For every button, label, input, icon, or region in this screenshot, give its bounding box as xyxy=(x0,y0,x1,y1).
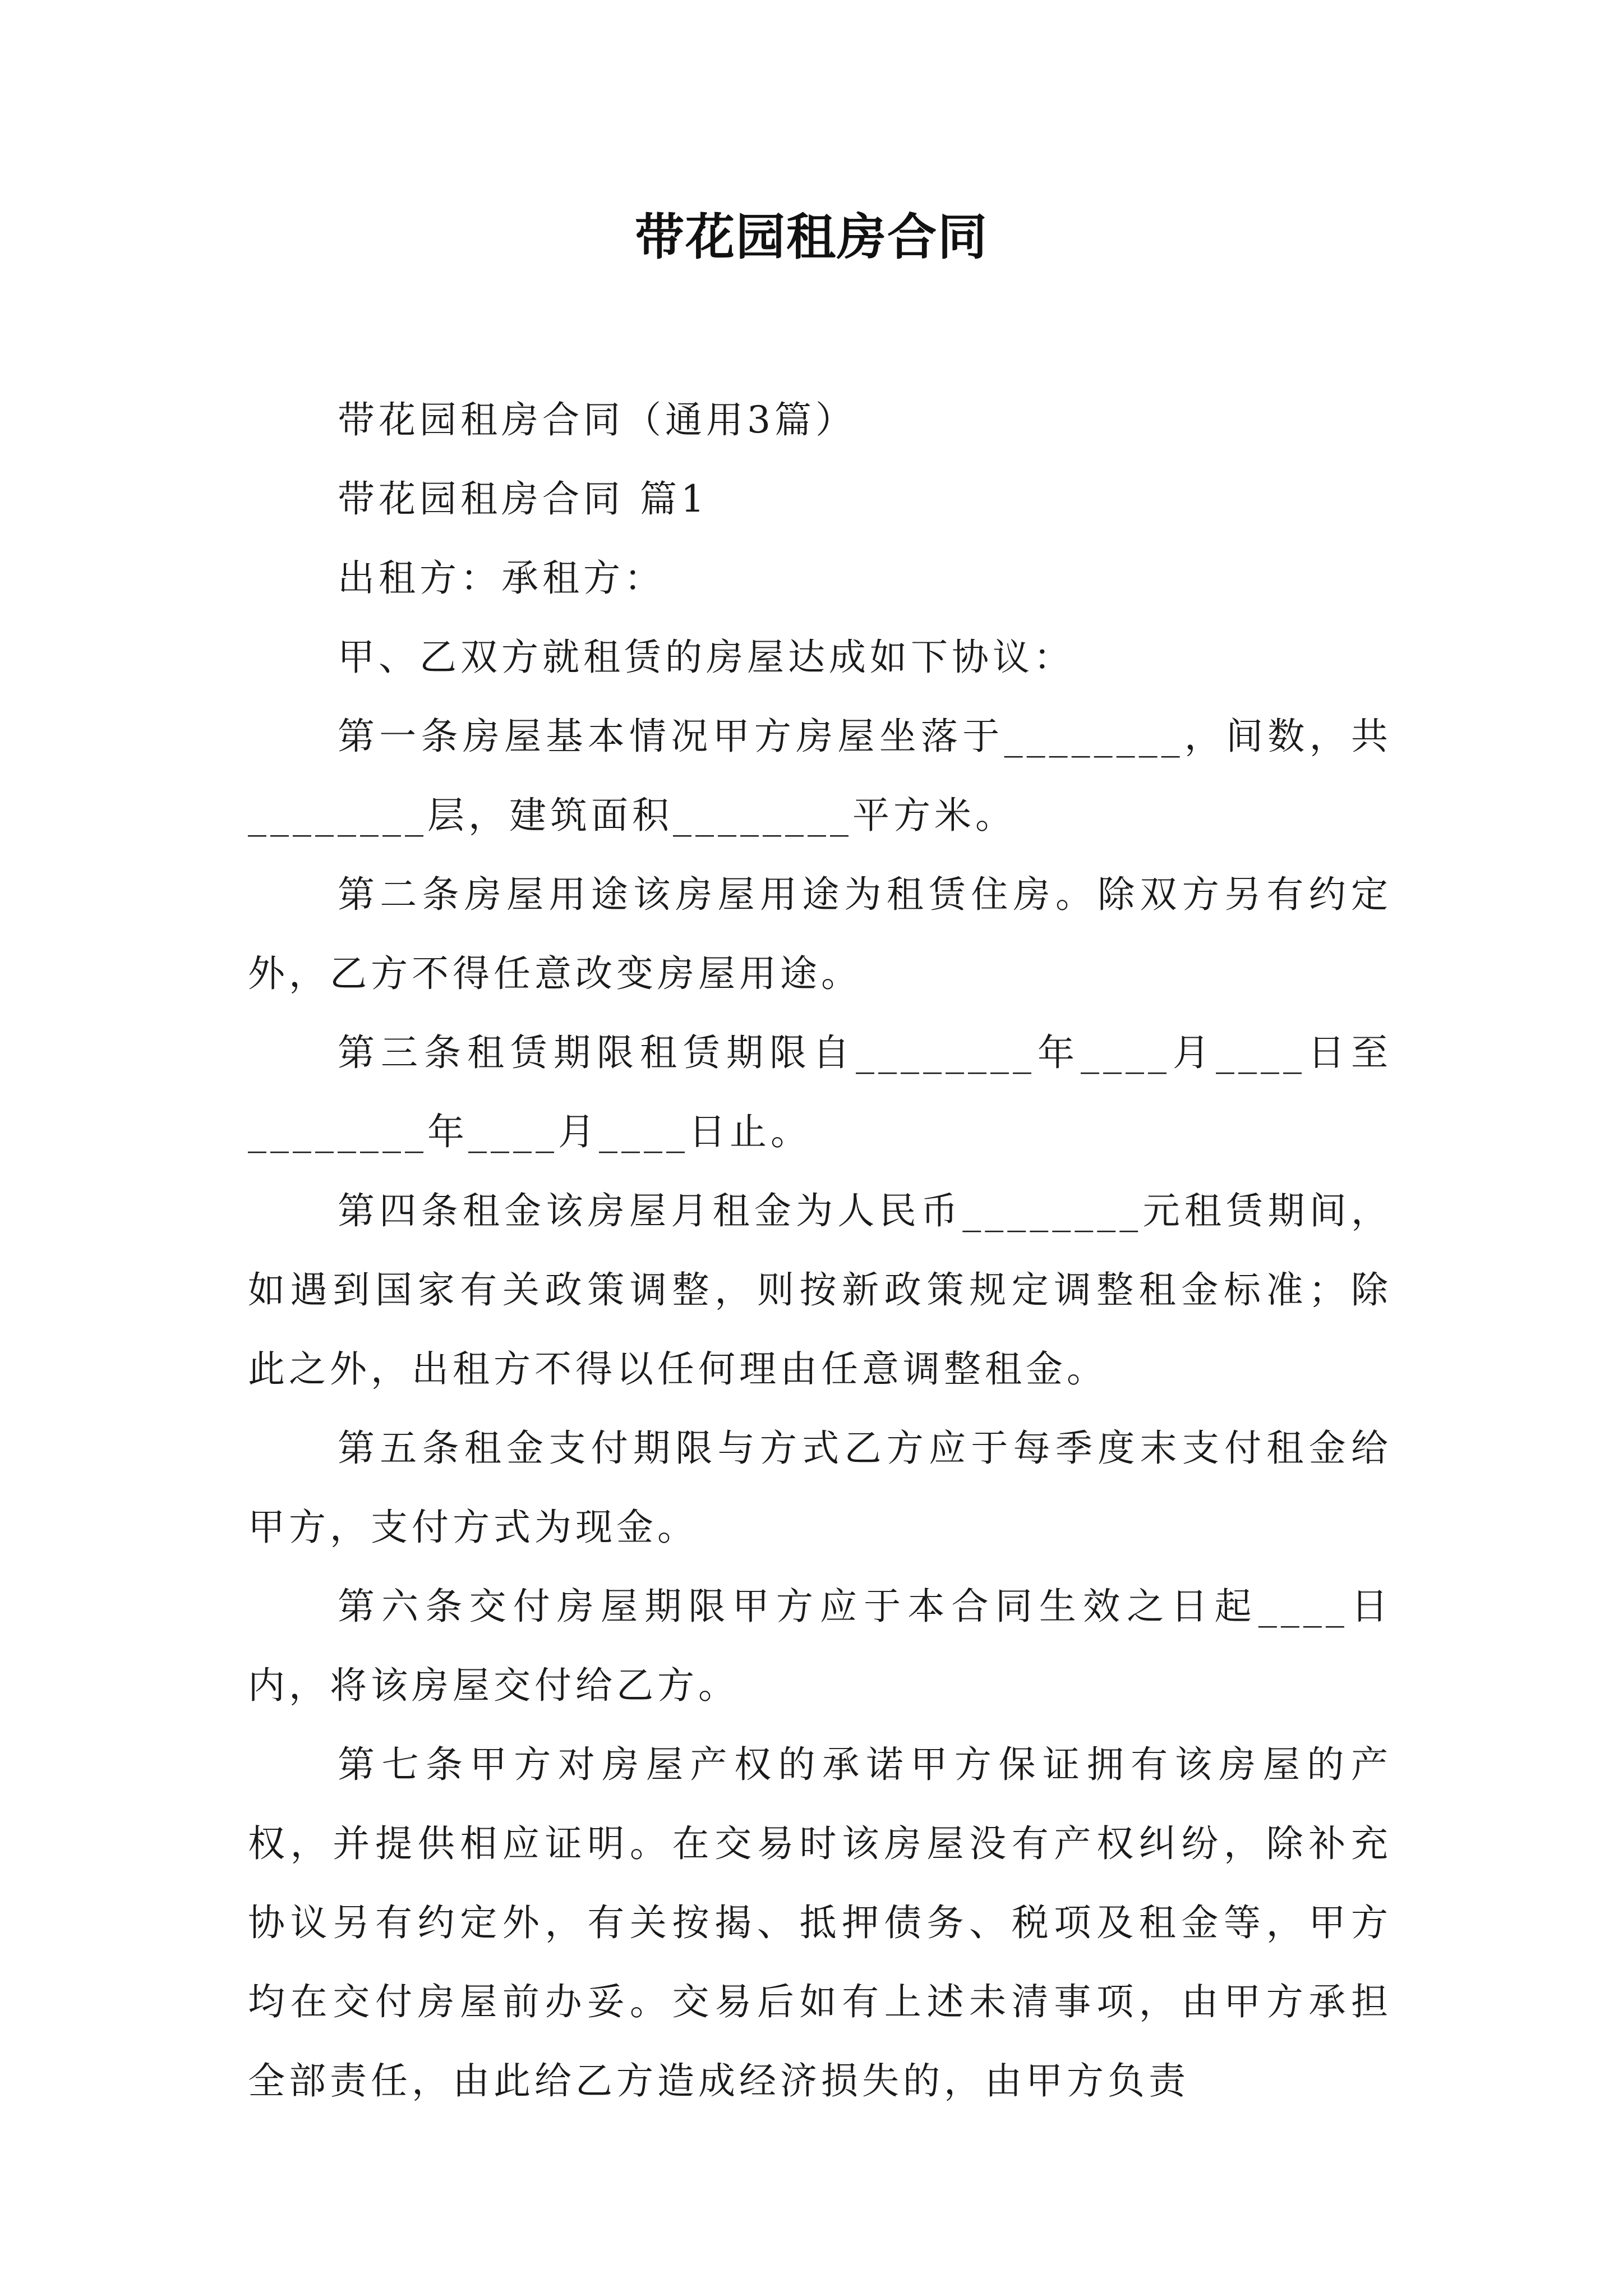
paragraph-parties: 出租方：承租方： xyxy=(338,556,665,600)
paragraph-agreement-intro: 甲、乙双方就租赁的房屋达成如下协议： xyxy=(338,636,1075,679)
paragraph-article-5: 第五条租金支付期限与方式乙方应于每季度末支付租金给甲方，支付方式为现金。 xyxy=(248,1427,1392,1549)
paragraph-section-heading: 带花园租房合同 篇1 xyxy=(338,477,708,521)
paragraph-subtitle: 带花园租房合同（通用3篇） xyxy=(338,398,856,441)
paragraph-article-7: 第七条甲方对房屋产权的承诺甲方保证拥有该房屋的产权，并提供相应证明。在交易时该房屋没有产权纠纷，除补充协议另有约定外，有关按揭、抵押债务、税项及租金等，甲方均在交付房屋前办妥。交易后如有上述未清事项，由甲方承担全部责任，由此给乙方造成经济损失的，由甲方负责 xyxy=(248,1743,1392,2102)
paragraph-article-3: 第三条租赁期限租赁期限自________年____月____日至________年____月____日止。 xyxy=(248,1031,1392,1153)
document-body xyxy=(248,380,1392,2120)
paragraph-article-4: 第四条租金该房屋月租金为人民币________元租赁期间，如遇到国家有关政策调整，则按新政策规定调整租金标准；除此之外，出租方不得以任何理由任意调整租金。 xyxy=(248,1189,1392,1391)
paragraph-article-2: 第二条房屋用途该房屋用途为租赁住房。除双方另有约定外，乙方不得任意改变房屋用途。 xyxy=(248,873,1392,995)
document-title: 带花园租房合同 xyxy=(634,208,988,266)
paragraph-article-1: 第一条房屋基本情况甲方房屋坐落于________，间数，共________层，建筑面积________平方米。 xyxy=(248,715,1392,837)
paragraph-article-6: 第六条交付房屋期限甲方应于本合同生效之日起____日内，将该房屋交付给乙方。 xyxy=(248,1585,1392,1707)
